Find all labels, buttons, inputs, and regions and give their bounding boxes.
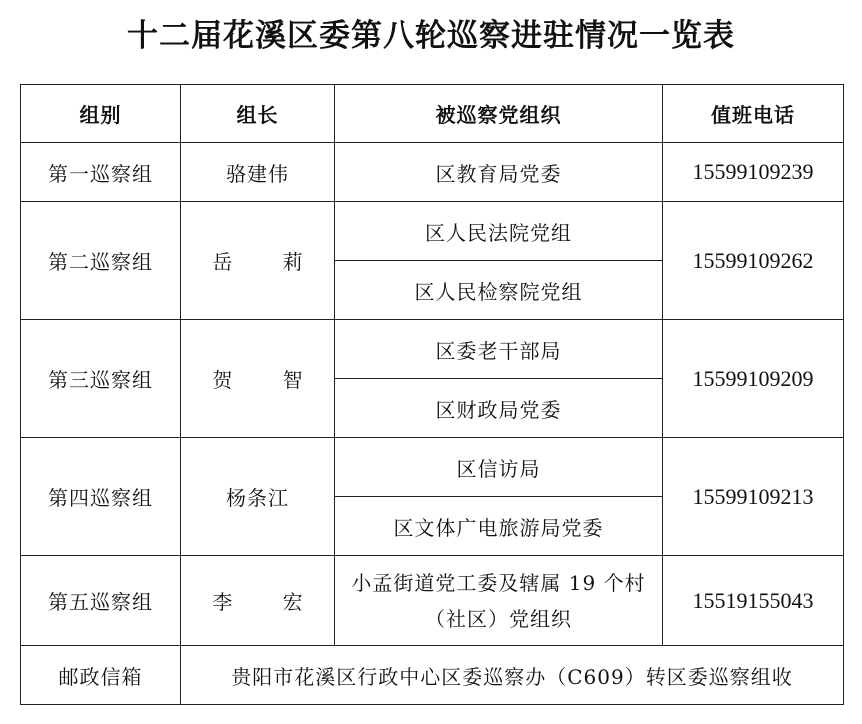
leader-cell: 骆建伟	[181, 143, 335, 202]
org-cell: 区人民检察院党组	[335, 261, 663, 320]
org-cell: 区教育局党委	[335, 143, 663, 202]
group-cell: 第四巡察组	[21, 438, 181, 556]
phone-cell: 15599109262	[663, 202, 844, 320]
header-phone: 值班电话	[663, 85, 844, 143]
table-row	[21, 438, 844, 497]
phone-cell: 15599109239	[663, 143, 844, 202]
table-header-row	[21, 85, 844, 143]
group-cell: 第五巡察组	[21, 556, 181, 646]
mailbox-address: 贵阳市花溪区行政中心区委巡察办（C609）转区委巡察组收	[181, 646, 844, 705]
org-cell: 小孟街道党工委及辖属 19 个村（社区）党组织	[335, 556, 663, 646]
document-title: 十二届花溪区委第八轮巡察进驻情况一览表	[127, 18, 735, 54]
leader-cell: 杨条江	[181, 438, 335, 556]
table-row	[21, 320, 844, 379]
group-cell: 第一巡察组	[21, 143, 181, 202]
phone-cell: 15599109209	[663, 320, 844, 438]
org-cell: 区信访局	[335, 438, 663, 497]
table-row	[21, 143, 844, 202]
group-cell: 第二巡察组	[21, 202, 181, 320]
table-row	[21, 202, 844, 261]
leader-cell: 李 宏	[181, 556, 335, 646]
header-org: 被巡察党组织	[335, 85, 663, 143]
leader-cell: 岳 莉	[181, 202, 335, 320]
phone-cell: 15599109213	[663, 438, 844, 556]
leader-cell: 贺 智	[181, 320, 335, 438]
table-row	[21, 556, 844, 646]
header-group: 组别	[21, 85, 181, 143]
mailbox-row	[21, 646, 844, 705]
org-cell: 区人民法院党组	[335, 202, 663, 261]
org-cell: 区财政局党委	[335, 379, 663, 438]
inspection-table	[20, 84, 844, 705]
phone-cell: 15519155043	[663, 556, 844, 646]
org-cell: 区文体广电旅游局党委	[335, 497, 663, 556]
group-cell: 第三巡察组	[21, 320, 181, 438]
header-leader: 组长	[181, 85, 335, 143]
org-cell: 区委老干部局	[335, 320, 663, 379]
mailbox-label: 邮政信箱	[21, 646, 181, 705]
